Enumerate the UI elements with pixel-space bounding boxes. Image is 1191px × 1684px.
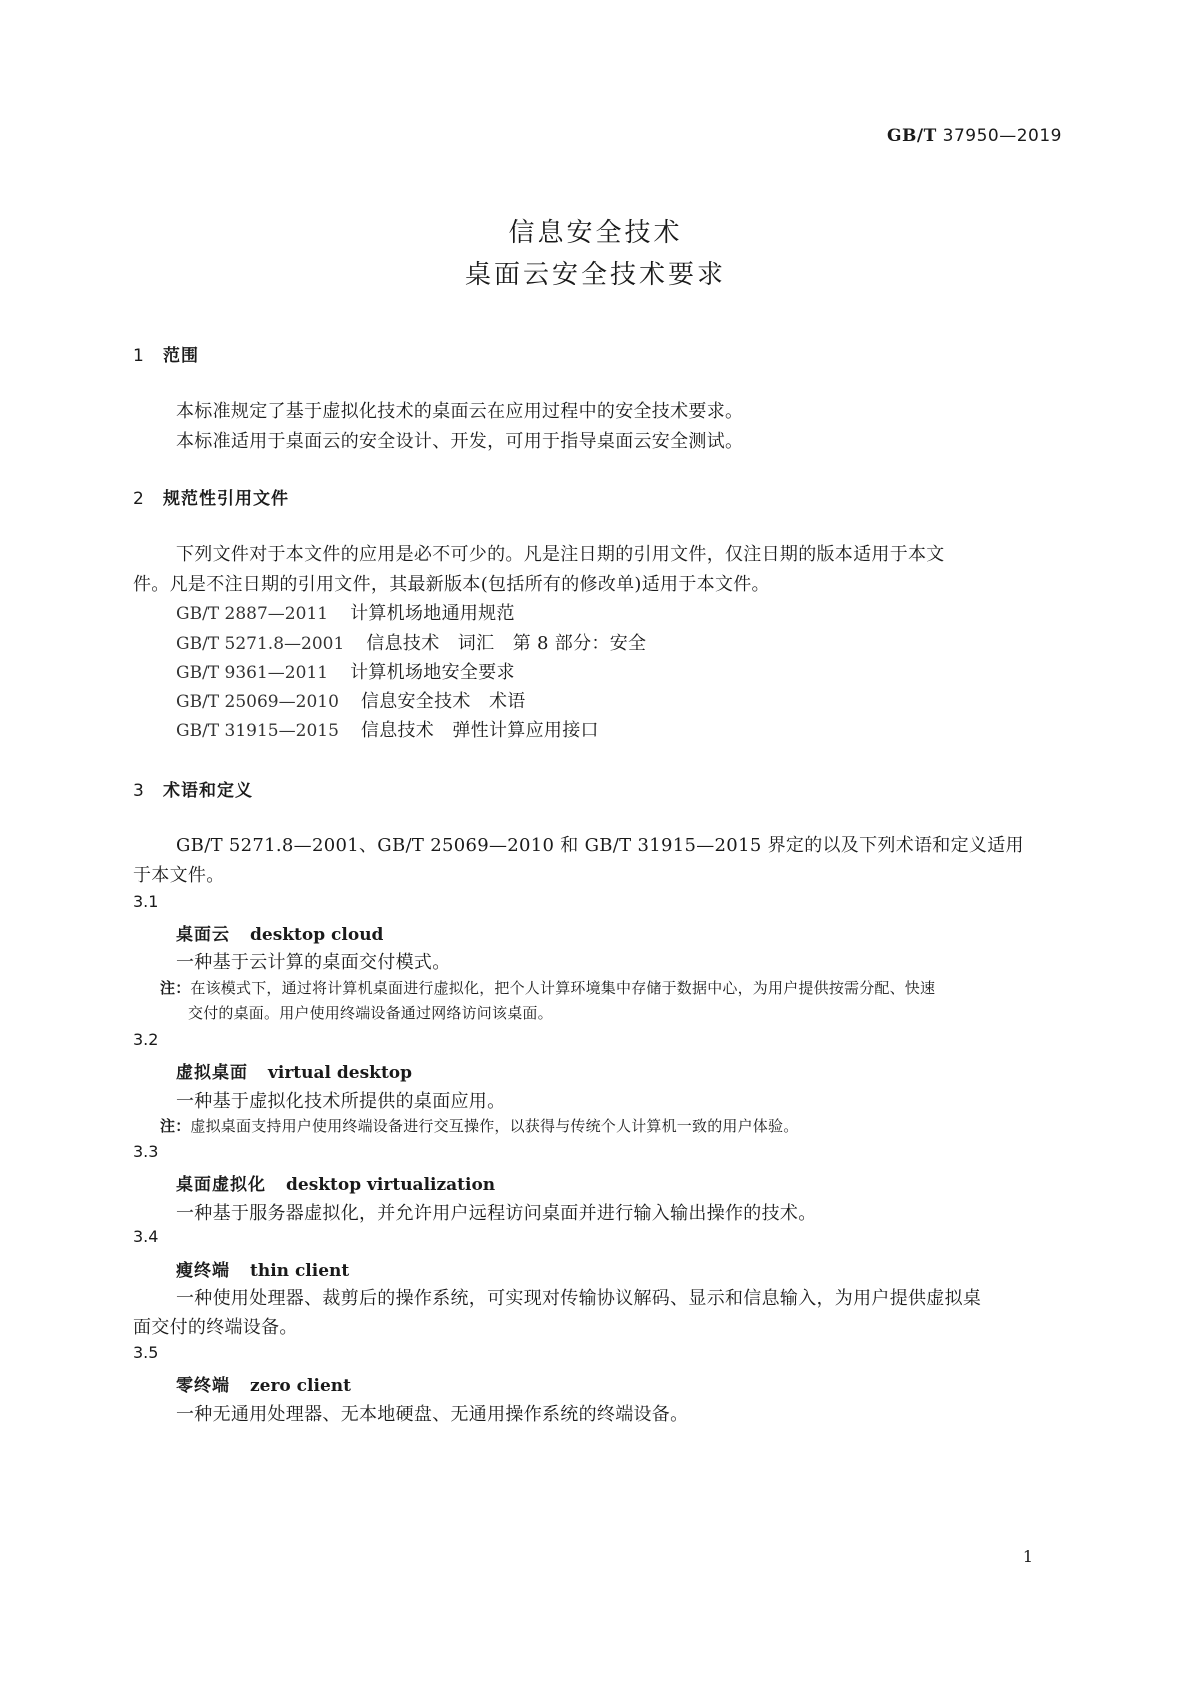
term-note: 注：虚拟桌面支持用户使用终端设备进行交互操作，以获得与传统个人计算机一致的用户体验。 [160, 1117, 799, 1135]
section-3-intro-line-2: 于本文件。 [133, 865, 225, 886]
section-3-heading: 3 术语和定义 [133, 781, 253, 801]
section-1-para-1: 本标准规定了基于虚拟化技术的桌面云在应用过程中的安全技术要求。 [176, 401, 744, 422]
term-number: 3.5 [133, 1343, 159, 1362]
section-1-para-2: 本标准适用于桌面云的安全设计、开发，可用于指导桌面云安全测试。 [176, 431, 744, 452]
title-line-2: 桌面云安全技术要求 [464, 260, 726, 290]
section-3-intro-line-1: GB/T 5271.8—2001、GB/T 25069—2010 和 GB/T 31915—2015 界定的以及下列术语和定义适用 [176, 835, 1024, 856]
standard-code: GB/T 37950—2019 [887, 126, 1062, 146]
reference-item: GB/T 25069—2010 信息安全技术 术语 [176, 691, 526, 712]
term-heading: 桌面云 desktop cloud [176, 925, 384, 945]
section-2-heading: 2 规范性引用文件 [133, 489, 289, 509]
term-definition: 一种基于虚拟化技术所提供的桌面应用。 [176, 1091, 506, 1112]
term-heading: 零终端 zero client [176, 1376, 351, 1396]
term-note-continuation: 交付的桌面。用户使用终端设备通过网络访问该桌面。 [188, 1004, 553, 1022]
term-note: 注：在该模式下，通过将计算机桌面进行虚拟化，把个人计算环境集中存储于数据中心，为用户提供按需分配、快速 [160, 979, 936, 997]
term-definition: 一种基于服务器虚拟化，并允许用户远程访问桌面并进行输入输出操作的技术。 [176, 1203, 817, 1224]
term-heading: 瘦终端 thin client [176, 1261, 350, 1281]
term-number: 3.4 [133, 1227, 159, 1246]
section-2-para-line-1: 下列文件对于本文件的应用是必不可少的。凡是注日期的引用文件，仅注日期的版本适用于本文 [176, 544, 945, 565]
term-heading: 虚拟桌面 virtual desktop [176, 1063, 413, 1083]
page-number: 1 [1022, 1547, 1033, 1566]
term-definition: 一种基于云计算的桌面交付模式。 [176, 952, 451, 973]
reference-item: GB/T 2887—2011 计算机场地通用规范 [176, 603, 515, 624]
term-definition-line-2: 面交付的终端设备。 [133, 1317, 298, 1338]
section-1-heading: 1 范围 [133, 346, 199, 366]
term-heading: 桌面虚拟化 desktop virtualization [176, 1175, 496, 1195]
term-definition-line-1: 一种使用处理器、裁剪后的操作系统，可实现对传输协议解码、显示和信息输入，为用户提供虚拟桌 [176, 1288, 982, 1309]
term-number: 3.3 [133, 1142, 159, 1161]
term-number: 3.1 [133, 892, 159, 911]
reference-item: GB/T 5271.8—2001 信息技术 词汇 第 8 部分：安全 [176, 633, 647, 654]
term-definition: 一种无通用处理器、无本地硬盘、无通用操作系统的终端设备。 [176, 1404, 689, 1425]
reference-item: GB/T 31915—2015 信息技术 弹性计算应用接口 [176, 720, 599, 741]
section-2-para-line-2: 件。凡是不注日期的引用文件，其最新版本(包括所有的修改单)适用于本文件。 [133, 574, 770, 595]
reference-item: GB/T 9361—2011 计算机场地安全要求 [176, 662, 515, 683]
term-number: 3.2 [133, 1030, 159, 1049]
title-line-1: 信息安全技术 [508, 218, 683, 248]
